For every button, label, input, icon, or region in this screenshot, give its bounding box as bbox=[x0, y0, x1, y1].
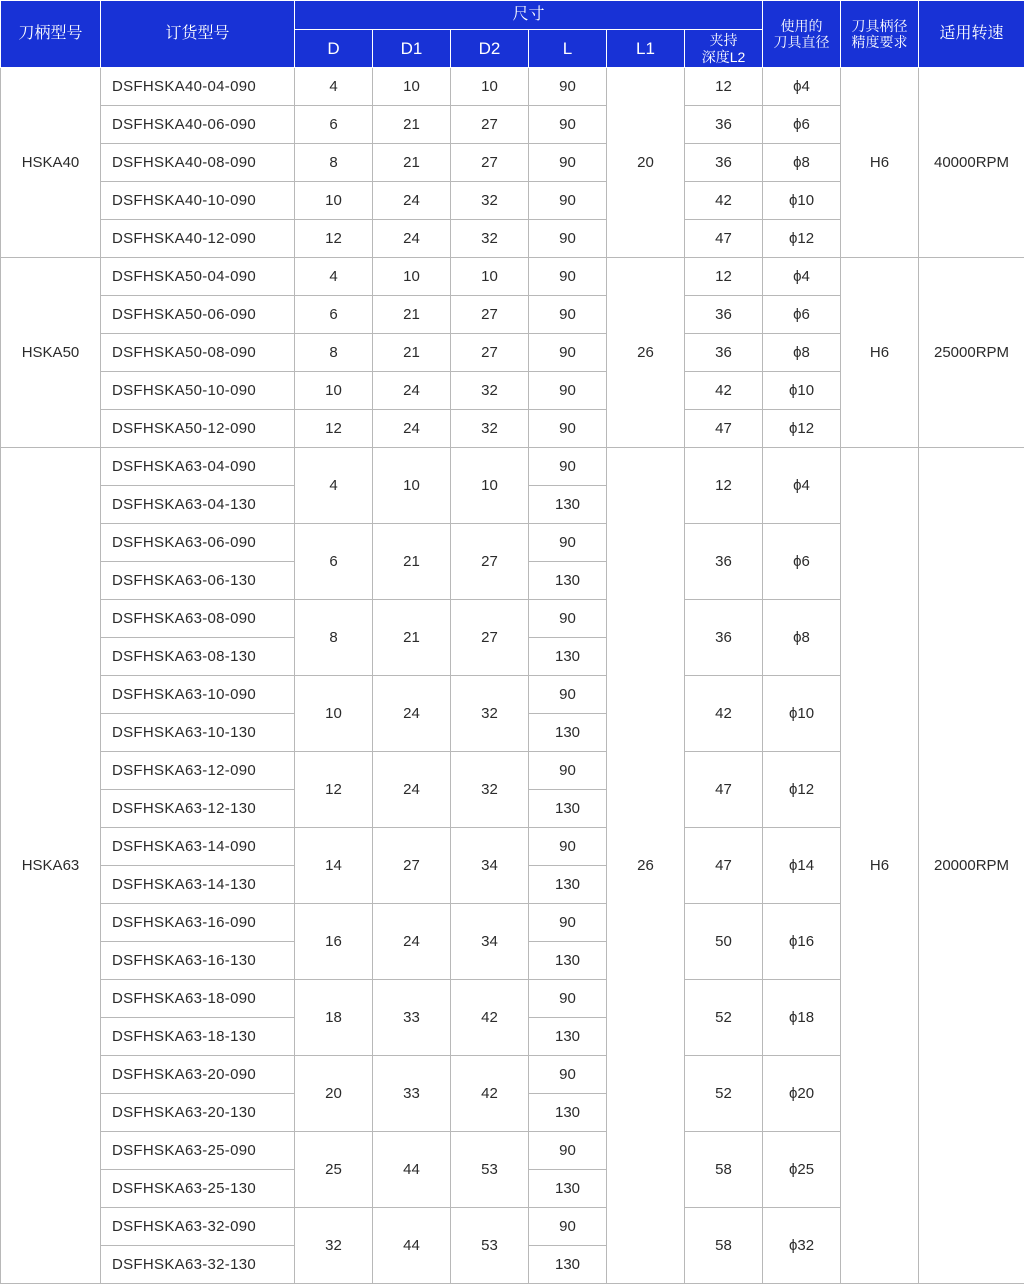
tool-diameter-cell: ϕ16 bbox=[763, 904, 841, 980]
d2-cell: 53 bbox=[451, 1208, 529, 1284]
d-cell: 6 bbox=[295, 106, 373, 144]
d2-cell: 27 bbox=[451, 106, 529, 144]
l-cell: 90 bbox=[529, 904, 607, 942]
l-cell: 130 bbox=[529, 714, 607, 752]
d2-cell: 34 bbox=[451, 828, 529, 904]
d1-cell: 24 bbox=[373, 676, 451, 752]
l2-cell: 42 bbox=[685, 182, 763, 220]
tool-diameter-cell: ϕ20 bbox=[763, 1056, 841, 1132]
d2-cell: 27 bbox=[451, 334, 529, 372]
l2-cell: 36 bbox=[685, 144, 763, 182]
d2-cell: 27 bbox=[451, 600, 529, 676]
speed-cell: 25000RPM bbox=[919, 258, 1024, 448]
d1-cell: 44 bbox=[373, 1208, 451, 1284]
d1-cell: 24 bbox=[373, 752, 451, 828]
l2-cell: 47 bbox=[685, 410, 763, 448]
d1-cell: 10 bbox=[373, 448, 451, 524]
order-code-cell: DSFHSKA63-04-130 bbox=[101, 486, 295, 524]
tool-diameter-cell: ϕ4 bbox=[763, 258, 841, 296]
order-code-cell: DSFHSKA40-06-090 bbox=[101, 106, 295, 144]
tool-diameter-cell: ϕ25 bbox=[763, 1132, 841, 1208]
order-code-cell: DSFHSKA63-06-130 bbox=[101, 562, 295, 600]
l-cell: 90 bbox=[529, 334, 607, 372]
l-cell: 130 bbox=[529, 486, 607, 524]
header-speed: 适用转速 bbox=[919, 1, 1024, 68]
l-cell: 90 bbox=[529, 220, 607, 258]
l-cell: 90 bbox=[529, 676, 607, 714]
d2-cell: 32 bbox=[451, 372, 529, 410]
header-l1: L1 bbox=[607, 30, 685, 68]
d2-cell: 27 bbox=[451, 524, 529, 600]
order-code-cell: DSFHSKA50-10-090 bbox=[101, 372, 295, 410]
l2-cell: 47 bbox=[685, 828, 763, 904]
l2-cell: 12 bbox=[685, 68, 763, 106]
holder-cell: HSKA63 bbox=[1, 448, 101, 1284]
tool-diameter-cell: ϕ6 bbox=[763, 524, 841, 600]
d1-cell: 24 bbox=[373, 220, 451, 258]
l2-cell: 12 bbox=[685, 448, 763, 524]
l-cell: 130 bbox=[529, 1094, 607, 1132]
d-cell: 8 bbox=[295, 144, 373, 182]
d1-cell: 33 bbox=[373, 980, 451, 1056]
d1-cell: 10 bbox=[373, 68, 451, 106]
table-row bbox=[1, 258, 1024, 296]
l-cell: 90 bbox=[529, 106, 607, 144]
order-code-cell: DSFHSKA40-12-090 bbox=[101, 220, 295, 258]
d1-cell: 21 bbox=[373, 524, 451, 600]
l-cell: 90 bbox=[529, 1208, 607, 1246]
d1-cell: 24 bbox=[373, 410, 451, 448]
header-d2: D2 bbox=[451, 30, 529, 68]
d-cell: 6 bbox=[295, 524, 373, 600]
order-code-cell: DSFHSKA63-25-090 bbox=[101, 1132, 295, 1170]
d-cell: 10 bbox=[295, 372, 373, 410]
d1-cell: 21 bbox=[373, 600, 451, 676]
header-tool-diameter: 使用的 刀具直径 bbox=[763, 1, 841, 68]
order-code-cell: DSFHSKA50-04-090 bbox=[101, 258, 295, 296]
order-code-cell: DSFHSKA40-08-090 bbox=[101, 144, 295, 182]
l-cell: 130 bbox=[529, 1018, 607, 1056]
precision-cell: H6 bbox=[841, 68, 919, 258]
tool-diameter-cell: ϕ8 bbox=[763, 600, 841, 676]
speed-cell: 40000RPM bbox=[919, 68, 1024, 258]
order-code-cell: DSFHSKA50-12-090 bbox=[101, 410, 295, 448]
l2-cell: 52 bbox=[685, 980, 763, 1056]
l2-cell: 47 bbox=[685, 752, 763, 828]
l-cell: 90 bbox=[529, 144, 607, 182]
d-cell: 8 bbox=[295, 334, 373, 372]
l-cell: 130 bbox=[529, 942, 607, 980]
l-cell: 90 bbox=[529, 1056, 607, 1094]
order-code-cell: DSFHSKA63-08-130 bbox=[101, 638, 295, 676]
order-code-cell: DSFHSKA63-16-090 bbox=[101, 904, 295, 942]
order-code-cell: DSFHSKA63-08-090 bbox=[101, 600, 295, 638]
l-cell: 130 bbox=[529, 1246, 607, 1284]
l-cell: 90 bbox=[529, 372, 607, 410]
holder-cell: HSKA40 bbox=[1, 68, 101, 258]
order-code-cell: DSFHSKA40-10-090 bbox=[101, 182, 295, 220]
l2-cell: 52 bbox=[685, 1056, 763, 1132]
table-row bbox=[1, 448, 1024, 486]
d-cell: 25 bbox=[295, 1132, 373, 1208]
order-code-cell: DSFHSKA63-18-090 bbox=[101, 980, 295, 1018]
order-code-cell: DSFHSKA50-06-090 bbox=[101, 296, 295, 334]
d-cell: 8 bbox=[295, 600, 373, 676]
header-d1: D1 bbox=[373, 30, 451, 68]
d1-cell: 21 bbox=[373, 296, 451, 334]
l-cell: 130 bbox=[529, 790, 607, 828]
order-code-cell: DSFHSKA63-20-090 bbox=[101, 1056, 295, 1094]
l-cell: 90 bbox=[529, 980, 607, 1018]
order-code-cell: DSFHSKA63-12-090 bbox=[101, 752, 295, 790]
header-precision: 刀具柄径 精度要求 bbox=[841, 1, 919, 68]
d2-cell: 32 bbox=[451, 676, 529, 752]
order-code-cell: DSFHSKA63-06-090 bbox=[101, 524, 295, 562]
d1-cell: 24 bbox=[373, 372, 451, 410]
l2-cell: 50 bbox=[685, 904, 763, 980]
tool-diameter-cell: ϕ4 bbox=[763, 448, 841, 524]
d2-cell: 32 bbox=[451, 752, 529, 828]
l2-cell: 36 bbox=[685, 600, 763, 676]
l2-cell: 36 bbox=[685, 524, 763, 600]
d-cell: 10 bbox=[295, 676, 373, 752]
order-code-cell: DSFHSKA63-32-090 bbox=[101, 1208, 295, 1246]
tool-diameter-cell: ϕ10 bbox=[763, 676, 841, 752]
l1-cell: 20 bbox=[607, 68, 685, 258]
order-code-cell: DSFHSKA63-16-130 bbox=[101, 942, 295, 980]
tool-diameter-cell: ϕ12 bbox=[763, 410, 841, 448]
d2-cell: 32 bbox=[451, 410, 529, 448]
d2-cell: 10 bbox=[451, 68, 529, 106]
l2-cell: 58 bbox=[685, 1132, 763, 1208]
order-code-cell: DSFHSKA63-32-130 bbox=[101, 1246, 295, 1284]
tool-diameter-cell: ϕ8 bbox=[763, 334, 841, 372]
d-cell: 4 bbox=[295, 258, 373, 296]
d1-cell: 21 bbox=[373, 106, 451, 144]
l2-cell: 42 bbox=[685, 372, 763, 410]
header-l2: 夹持 深度L2 bbox=[685, 30, 763, 68]
tool-diameter-cell: ϕ6 bbox=[763, 296, 841, 334]
tool-diameter-cell: ϕ10 bbox=[763, 182, 841, 220]
order-code-cell: DSFHSKA63-12-130 bbox=[101, 790, 295, 828]
header-d: D bbox=[295, 30, 373, 68]
l-cell: 130 bbox=[529, 562, 607, 600]
tool-diameter-cell: ϕ32 bbox=[763, 1208, 841, 1284]
order-code-cell: DSFHSKA63-10-130 bbox=[101, 714, 295, 752]
tool-diameter-cell: ϕ12 bbox=[763, 752, 841, 828]
order-code-cell: DSFHSKA63-18-130 bbox=[101, 1018, 295, 1056]
l1-cell: 26 bbox=[607, 258, 685, 448]
d-cell: 16 bbox=[295, 904, 373, 980]
l-cell: 90 bbox=[529, 448, 607, 486]
order-code-cell: DSFHSKA50-08-090 bbox=[101, 334, 295, 372]
d2-cell: 27 bbox=[451, 296, 529, 334]
order-code-cell: DSFHSKA63-04-090 bbox=[101, 448, 295, 486]
d-cell: 14 bbox=[295, 828, 373, 904]
order-code-cell: DSFHSKA40-04-090 bbox=[101, 68, 295, 106]
order-code-cell: DSFHSKA63-25-130 bbox=[101, 1170, 295, 1208]
l1-cell: 26 bbox=[607, 448, 685, 1284]
l-cell: 90 bbox=[529, 296, 607, 334]
d1-cell: 21 bbox=[373, 334, 451, 372]
d2-cell: 53 bbox=[451, 1132, 529, 1208]
l-cell: 90 bbox=[529, 828, 607, 866]
header-order-code: 订货型号 bbox=[101, 1, 295, 68]
header-l: L bbox=[529, 30, 607, 68]
d2-cell: 10 bbox=[451, 448, 529, 524]
l-cell: 90 bbox=[529, 68, 607, 106]
d2-cell: 10 bbox=[451, 258, 529, 296]
d-cell: 12 bbox=[295, 220, 373, 258]
header-holder: 刀柄型号 bbox=[1, 1, 101, 68]
tool-diameter-cell: ϕ6 bbox=[763, 106, 841, 144]
l2-cell: 36 bbox=[685, 296, 763, 334]
d2-cell: 27 bbox=[451, 144, 529, 182]
l-cell: 130 bbox=[529, 866, 607, 904]
l-cell: 90 bbox=[529, 410, 607, 448]
l2-cell: 36 bbox=[685, 334, 763, 372]
d1-cell: 21 bbox=[373, 144, 451, 182]
l-cell: 130 bbox=[529, 1170, 607, 1208]
d1-cell: 27 bbox=[373, 828, 451, 904]
d-cell: 6 bbox=[295, 296, 373, 334]
tool-diameter-cell: ϕ8 bbox=[763, 144, 841, 182]
d1-cell: 44 bbox=[373, 1132, 451, 1208]
l2-cell: 12 bbox=[685, 258, 763, 296]
order-code-cell: DSFHSKA63-10-090 bbox=[101, 676, 295, 714]
d2-cell: 34 bbox=[451, 904, 529, 980]
d1-cell: 10 bbox=[373, 258, 451, 296]
l-cell: 90 bbox=[529, 524, 607, 562]
l-cell: 90 bbox=[529, 182, 607, 220]
precision-cell: H6 bbox=[841, 448, 919, 1284]
d2-cell: 32 bbox=[451, 220, 529, 258]
d1-cell: 24 bbox=[373, 904, 451, 980]
l-cell: 90 bbox=[529, 600, 607, 638]
d-cell: 20 bbox=[295, 1056, 373, 1132]
d-cell: 10 bbox=[295, 182, 373, 220]
l2-cell: 58 bbox=[685, 1208, 763, 1284]
l2-cell: 42 bbox=[685, 676, 763, 752]
speed-cell: 20000RPM bbox=[919, 448, 1024, 1284]
table-row bbox=[1, 68, 1024, 106]
holder-cell: HSKA50 bbox=[1, 258, 101, 448]
order-code-cell: DSFHSKA63-14-130 bbox=[101, 866, 295, 904]
d-cell: 32 bbox=[295, 1208, 373, 1284]
table-body bbox=[1, 68, 1024, 1284]
d2-cell: 32 bbox=[451, 182, 529, 220]
d-cell: 18 bbox=[295, 980, 373, 1056]
l-cell: 90 bbox=[529, 752, 607, 790]
d1-cell: 24 bbox=[373, 182, 451, 220]
d1-cell: 33 bbox=[373, 1056, 451, 1132]
l-cell: 90 bbox=[529, 1132, 607, 1170]
tool-diameter-cell: ϕ12 bbox=[763, 220, 841, 258]
order-code-cell: DSFHSKA63-14-090 bbox=[101, 828, 295, 866]
l-cell: 90 bbox=[529, 258, 607, 296]
l-cell: 130 bbox=[529, 638, 607, 676]
d-cell: 12 bbox=[295, 410, 373, 448]
order-code-cell: DSFHSKA63-20-130 bbox=[101, 1094, 295, 1132]
d-cell: 4 bbox=[295, 68, 373, 106]
tool-diameter-cell: ϕ18 bbox=[763, 980, 841, 1056]
table-header bbox=[1, 1, 1024, 68]
d-cell: 12 bbox=[295, 752, 373, 828]
l2-cell: 47 bbox=[685, 220, 763, 258]
tool-diameter-cell: ϕ14 bbox=[763, 828, 841, 904]
tool-diameter-cell: ϕ4 bbox=[763, 68, 841, 106]
d-cell: 4 bbox=[295, 448, 373, 524]
l2-cell: 36 bbox=[685, 106, 763, 144]
header-dimensions: 尺寸 bbox=[295, 1, 763, 30]
precision-cell: H6 bbox=[841, 258, 919, 448]
tool-diameter-cell: ϕ10 bbox=[763, 372, 841, 410]
d2-cell: 42 bbox=[451, 980, 529, 1056]
d2-cell: 42 bbox=[451, 1056, 529, 1132]
